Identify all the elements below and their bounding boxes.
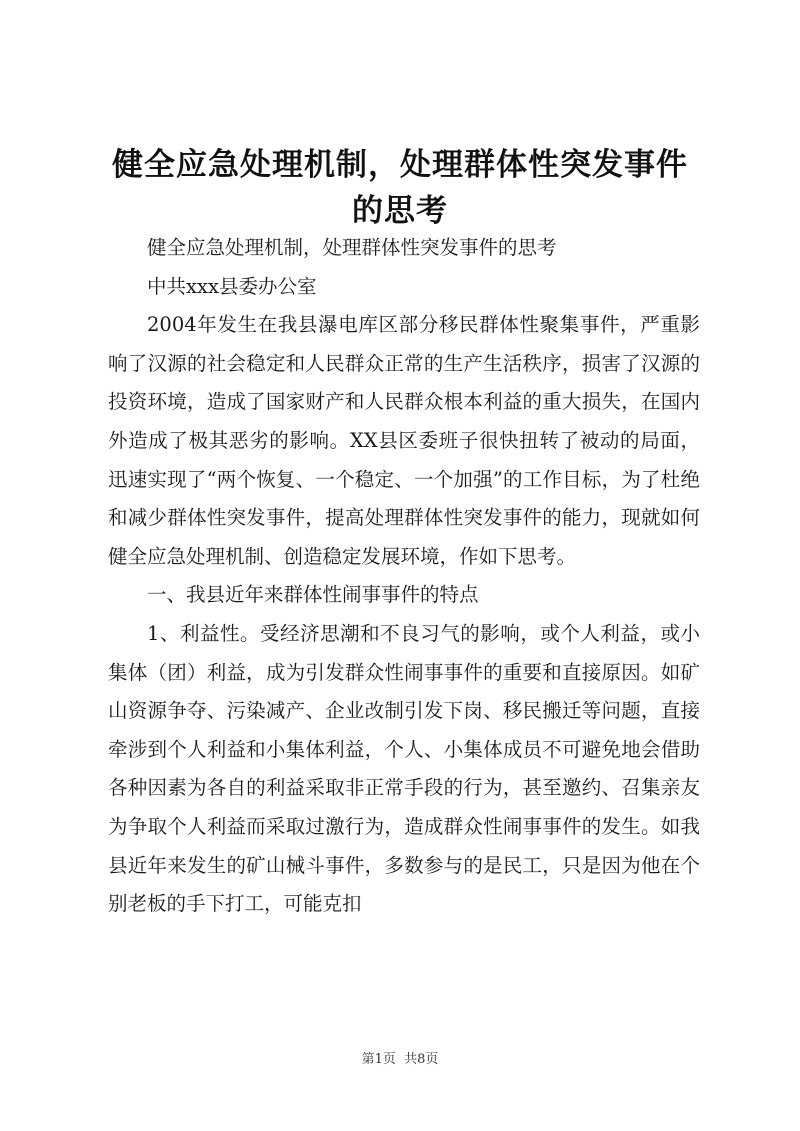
page-footer: 第1页 共8页 [361, 1052, 439, 1067]
document-body [108, 229, 700, 924]
body-paragraph: 1、利益性。受经济思潮和不良习气的影响，或个人利益，或小集体（团）利益，成为引发群众性闹事事件的重要和直接原因。如矿山资源争夺、污染减产、企业改制引发下岗、移民搬迁等问题，直接牵涉到个人利益和小集体利益，个人、小集体成员不可避免地会借助各种因素为各自的利益采取非正常手段的行为，甚至邀约、召集亲友为争取个人利益而采取过激行为，造成群众性闹事事件的发生。如我县近年来发生的矿山械斗事件，多数参与的是民工，只是因为他在个别老板的手下打工，可能克扣 [108, 621, 700, 916]
author-paragraph: 中共xxx县委办公室 [147, 274, 317, 298]
section-heading: 一、我县近年来群体性闹事事件的特点 [147, 583, 479, 607]
intro-paragraph: 2004年发生在我县瀑电库区部分移民群体性聚集事件，严重影响了汉源的社会稳定和人民群众正常的生产生活秩序，损害了汉源的投资环境，造成了国家财产和人民群众根本利益的重大损失，在国内外造成了极其恶劣的影响。XX县区委班子很快扭转了被动的局面，迅速实现了“两个恢复、一个稳定、一个加强”的工作目标，为了杜绝和减少群体性突发事件，提高处理群体性突发事件的能力，现就如何健全应急处理机制、创造稳定发展环境，作如下思考。 [108, 313, 700, 568]
document-title: 健全应急处理机制，处理群体性突发事件的思考 [112, 147, 688, 229]
subtitle-paragraph: 健全应急处理机制，处理群体性突发事件的思考 [147, 236, 557, 259]
